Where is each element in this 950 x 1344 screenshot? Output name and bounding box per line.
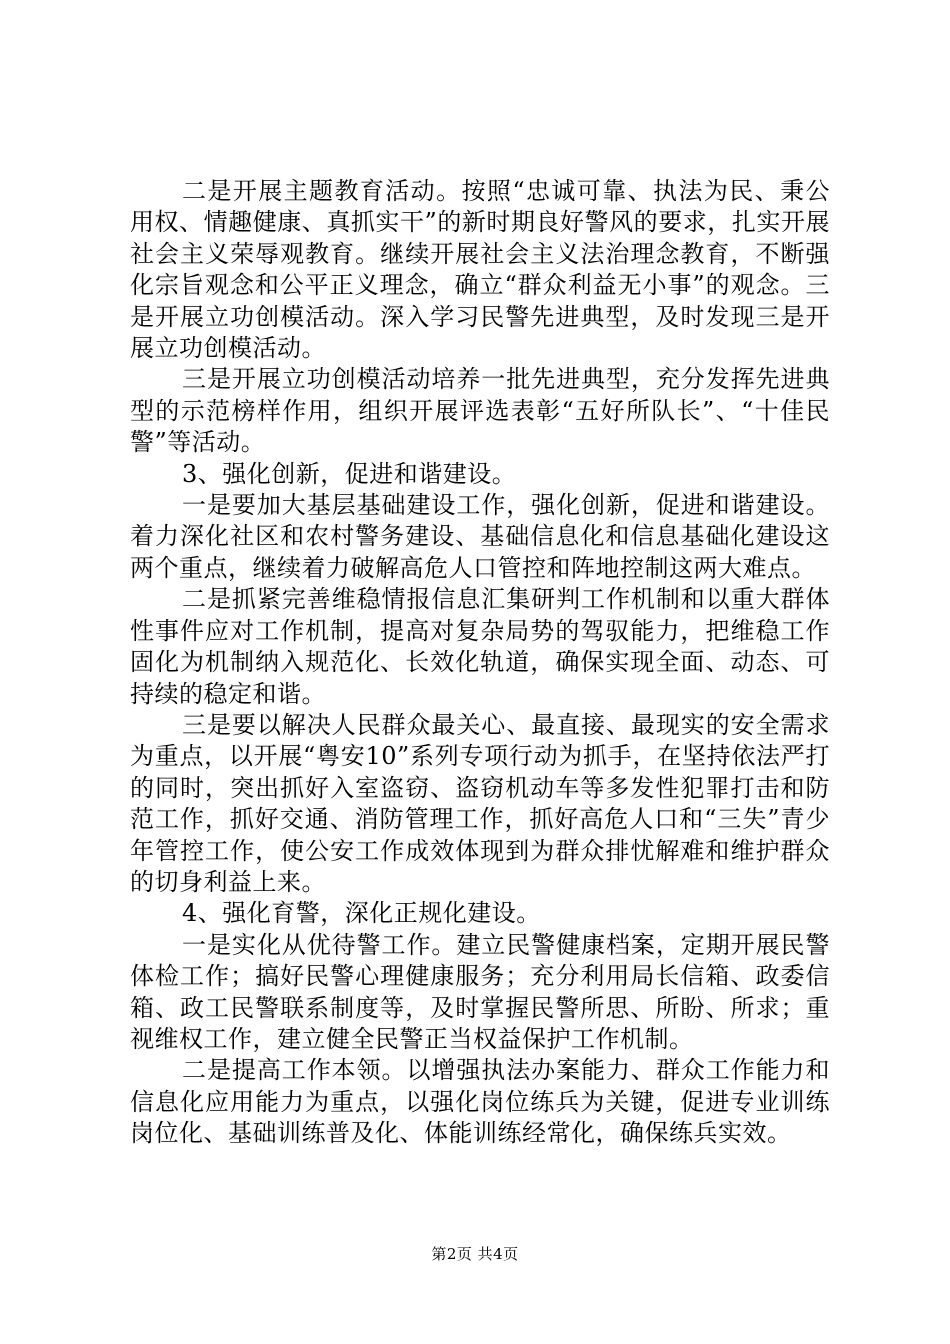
paragraph-work-skills: 二是提高工作本领。以增强执法办案能力、群众工作能力和信息化应用能力为重点，以强化岗位练兵为关键，促进专业训练岗位化、基础训练普及化、体能训练经常化，确保练兵实效。 <box>130 1056 830 1148</box>
paragraph-model-activity: 三是开展立功创模活动培养一批先进典型，充分发挥先进典型的示范榜样作用，组织开展评选表彰“五好所队长”、“十佳民警”等活动。 <box>130 365 830 457</box>
paragraph-grassroots-construction: 一是要加大基层基础建设工作，强化创新，促进和谐建设。着力深化社区和农村警务建设、基础信息化和信息基础化建设这两个重点，继续着力破解高危人口管控和阵地控制这两大难点。 <box>130 491 830 582</box>
page-number-footer: 第2页 共4页 <box>431 1245 519 1263</box>
document-body <box>130 176 830 1150</box>
paragraph-stability-mechanism: 二是抓紧完善维稳情报信息汇集研判工作机制和以重大群体性事件应对工作机制，提高对复杂局势的驾驭能力，把维稳工作固化为机制纳入规范化、长效化轨道，确保实现全面、动态、可持续的稳定和谐。 <box>130 585 830 708</box>
paragraph-theme-education: 二是开展主题教育活动。按照“忠诚可靠、执法为民、秉公用权、情趣健康、真抓实干”的新时期良好警风的要求，扎实开展社会主义荣辱观教育。继续开展社会主义法治理念教育，不断强化宗旨观念和公平正义理念，确立“群众利益无小事”的观念。三是开展立功创模活动。深入学习民警先进典型，及时发现三是开展立功创模活动。 <box>130 177 830 363</box>
paragraph-public-safety: 三是要以解决人民群众最关心、最直接、最现实的安全需求为重点，以开展“粤安10”系列专项行动为抓手，在坚持依法严打的同时，突出抓好入室盗窃、盗窃机动车等多发性犯罪打击和防范工作，抓好交通、消防管理工作，抓好高危人口和“三失”青少年管控工作，使公安工作成效体现到为群众排忧解难和维护群众的切身利益上来。 <box>130 710 830 896</box>
section-heading-police-development: 4、强化育警，深化正规化建设。 <box>182 899 541 928</box>
section-heading-innovation: 3、强化创新，促进和谐建设。 <box>182 459 517 488</box>
paragraph-police-welfare: 一是实化从优待警工作。建立民警健康档案，定期开展民警体检工作；搞好民警心理健康服务；充分利用局长信箱、政委信箱、政工民警联系制度等，及时掌握民警所思、所盼、所求；重视维权工作，建立健全民警正当权益保护工作机制。 <box>130 930 830 1053</box>
